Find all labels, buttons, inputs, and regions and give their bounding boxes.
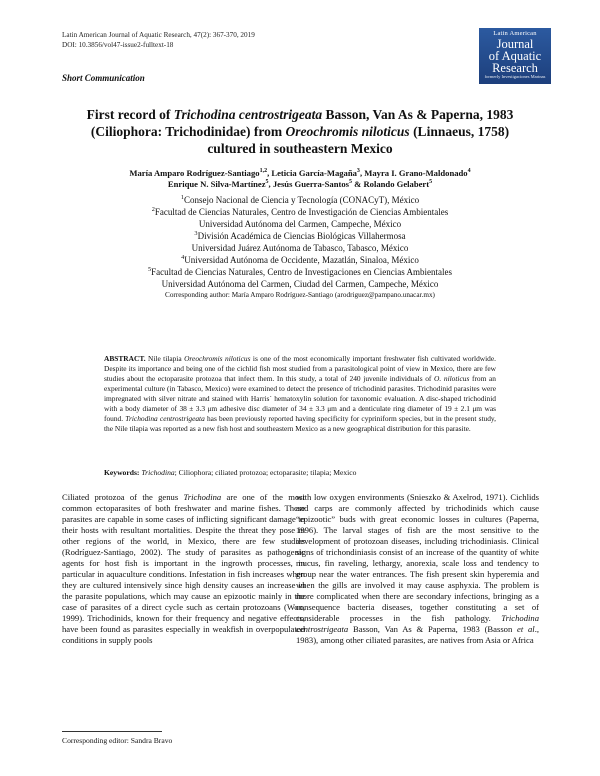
logo-research-text: Research: [492, 61, 538, 75]
author-line-1: María Amparo Rodríguez-Santiago$^{1,2}$, Leticia García-Magaña$^3$, Mayra I. Grano-Maldonado$^4$: [129, 168, 471, 178]
corresponding-author: Corresponding author: María Amparo Rodríguez-Santiago (arodriguez@pampano.unacar.mx): [165, 291, 435, 299]
affiliation-5: $^5$Facultad de Ciencias Naturales, Centro de Investigaciones en Ciencias Ambientales: [147, 266, 453, 277]
affiliation-2: $^2$Facultad de Ciencias Naturales, Centro de Investigación de Ciencias Ambientales: [151, 206, 449, 217]
title-line-2: (Ciliophora: Trichodinidae) from Oreochromis niloticus (Linnaeus, 1758): [90, 124, 510, 139]
title-line-1: First record of Trichodina centrostrigeata Basson, Van As & Paperna, 1983: [86, 107, 514, 122]
author-line-2: Enrique N. Silva-Martínez$^5$, Jesús Guerra-Santos$^5$ & Rolando Gelabert$^5$: [167, 179, 433, 189]
title-line-3: cultured in southeastern Mexico: [207, 141, 393, 156]
keywords-heading: Keywords:: [104, 468, 140, 477]
affiliations: [60, 194, 540, 300]
footnote-divider: [62, 731, 162, 732]
article-title: [60, 106, 540, 157]
body-column-right: with low oxygen environments (Snieszko & Axelrod, 1971). Cichlids and carps are commonly affected by trichodinids which cause “epizootic” buds with great economic losses in cultures (Paperna, 1996). The larval stages of fish are the most sensitive to the development of protozoan diseases, including trichodiniasis. Clinical signs of trichondiniasis consist of an increase of the quantity of white mucus, fin raveling, lethargy, anorexia, scale loss and tendency to group near the water entrances. The fish present skin hyperemia and when the gills are involved it may cause asphyxia. The problem is more complicated when there are secondary infections, bringing as a consequence bacteria diseases, together constituting a set of considerable processes in the fish pathology. Trichodina centrostrigeata Basson, Van As & Paperna, 1983 (Basson et al., 1983), among other ciliated parasites, are natives from Asia or Africa: [296, 492, 539, 645]
journal-line: Latin American Journal of Aquatic Research, 47(2): 367-370, 2019: [62, 31, 255, 39]
doi-line: DOI: 10.3856/vol47-issue2-fulltext-18: [62, 41, 174, 49]
affiliation-3: $^3$División Académica de Ciencias Biológicas Villahermosa: [194, 230, 406, 241]
journal-citation: [62, 30, 255, 50]
affiliation-1: $^1$Consejo Nacional de Ciencia y Tecnología (CONACyT), México: [180, 194, 420, 205]
affiliation-2-line-2: Universidad Autónoma del Carmen, Campeche, México: [198, 219, 402, 229]
corresponding-editor: Corresponding editor: Sandra Bravo: [62, 736, 173, 745]
journal-logo: [479, 28, 551, 84]
logo-top-text: Latin American: [493, 30, 537, 37]
logo-journal-text: Journal: [496, 37, 534, 51]
logo-sub-text: formerly Investigaciones Marinas: [484, 74, 546, 79]
affiliation-5-line-2: Universidad Autónoma del Carmen, Ciudad del Carmen, Campeche, México: [161, 279, 439, 289]
keywords: Keywords: Trichodina; Ciliophora; ciliated protozoa; ectoparasite; tilapia; Mexico: [104, 468, 357, 477]
author-list: [60, 168, 540, 190]
logo-of-text: of Aquatic: [488, 49, 542, 63]
section-label: Short Communication: [62, 73, 145, 83]
affiliation-4: $^4$Universidad Autónoma de Occidente, Mazatlán, Sinaloa, México: [181, 254, 419, 265]
abstract: ABSTRACT. Nile tilapia Oreochromis niloticus is one of the most economically important freshwater fish cultivated worldwide. Despite its importance and being one of the cichlid fish most studied from a parasitological point of view in Mexico, there are few studies about the ectoparasite protozoa that infect them. In this study, a total of 240 juvenile individuals of O. niloticus from an experimental culture (in Tabasco, Mexico) were examined to detect the presence of trichodinid parasites. Trichodinid parasites were impregnated with silver nitrate and stained with Harris´ hematoxylin solution for taxonomic evaluation. A disc-shaped trichodinid with a body diameter of 38 ± 3.3 μm adhesive disc diameter of 34 ± 3.3 μm and a denticulate ring diameter of 19 ± 2.1 μm was found. Trichodina centrostrigeata has been previously reported having specificity for cypriniform species, but in the present study, the Nile tilapia was reported as a new fish host and southeastern Mexico as a new geographical distribution for this parasite.: [104, 354, 496, 433]
abstract-heading: ABSTRACT.: [104, 354, 146, 363]
body-column-left: Ciliated protozoa of the genus Trichodina are one of the most common ectoparasites of both freshwater and marine fishes. These parasites are capable in some cases of inflicting significant damage to their hosts with resultant mortalities. Despite the threat they pose in other regions of the world, in Mexico, there are few studies (Rodríguez-Santiago, 2002). The study of parasites as pathogenic agents for host fish is important in the ingrowth processes, in particular in aquaculture conditions. Infestation in fish increases when they are cultured intensively since high density causes an increase in the parasite populations, which may cause an epizootic mainly in the case of parasites of a direct cycle such as certain protozoans (Woo, 1999). Trichodinids, known for their frequency and negative effects, have been found as parasites especially in weakfish in overpopulated conditions in supply pools: [62, 492, 305, 645]
affiliation-3-line-2: Universidad Juárez Autónoma de Tabasco, Tabasco, México: [191, 243, 409, 253]
